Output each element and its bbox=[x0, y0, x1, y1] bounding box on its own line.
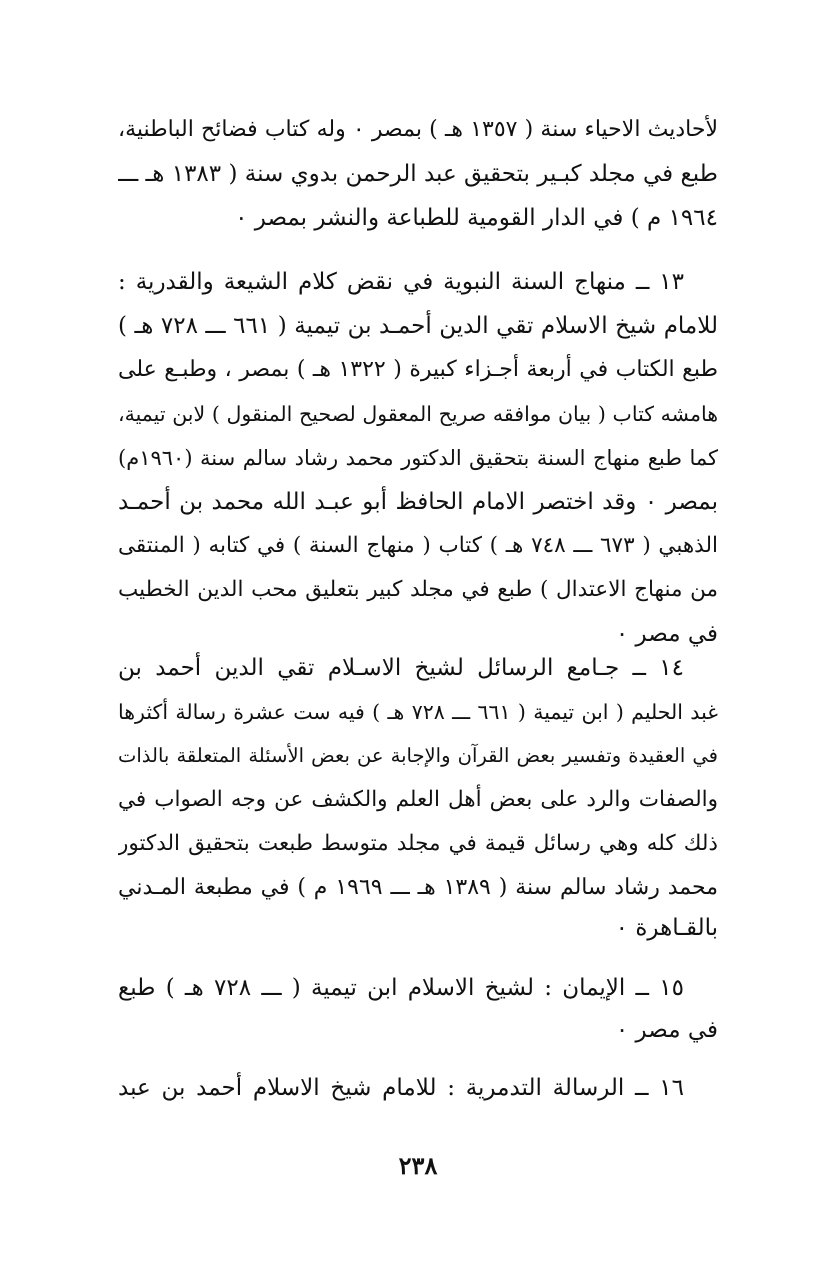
text-line: في مصر ٠ bbox=[615, 1017, 718, 1043]
item-14-heading-line: ١٤ ــ جـامع الرسائل لشيخ الاسـلام تقي الدين أحمد بن bbox=[118, 655, 684, 681]
item-16-heading-line: ١٦ ــ الرسالة التدمرية : للامام شيخ الاسلام أحمد بن عبد bbox=[118, 1075, 684, 1101]
text-line: غبد الحليم ( ابن تيمية ( ٦٦١ ـــ ٧٢٨ هـ ) فيه ست عشرة رسالة أكثرها bbox=[118, 700, 718, 724]
text-line: بمصر ٠ وقد اختصر الامام الحافظ أبو عبـد الله محمد بن أحمـد bbox=[118, 489, 718, 515]
item-13-heading-line: ١٣ ــ منهاج السنة النبوية في نقض كلام الشيعة والقدرية : bbox=[118, 269, 684, 295]
text-line: في مصر ٠ bbox=[615, 621, 718, 647]
text-line: ١٩٦٤ م ) في الدار القومية للطباعة والنشر بمصر ٠ bbox=[235, 205, 718, 231]
text-line: طبع الكتاب في أربعة أجـزاء كبيرة ( ١٣٢٢ هـ ) بمصر ، وطبـع على bbox=[118, 357, 718, 382]
text-line: والصفات والرد على بعض أهل العلم والكشف عن وجه الصواب في bbox=[118, 787, 718, 812]
text-line: في العقيدة وتفسير بعض القرآن والإجابة عن بعض الأسئلة المتعلقة بالذات bbox=[118, 744, 718, 767]
text-line: ذلك كله وهي رسائل قيمة في مجلد متوسط طبعت بتحقيق الدكتور bbox=[118, 831, 718, 856]
text-line: هامشه كتاب ( بيان موافقه صريح المعقول لصحيح المنقول ) لابن تيمية، bbox=[118, 402, 718, 426]
item-15-heading-line: ١٥ ــ الإيمان : لشيخ الاسلام ابن تيمية ( ـــ ٧٢٨ هـ ) طبع bbox=[118, 975, 684, 1001]
text-line: محمد رشاد سالم سنة ( ١٣٨٩ هـ ـــ ١٩٦٩ م ) في مطبعة المـدني bbox=[118, 875, 718, 900]
text-line: طبع في مجلد كبـير بتحقيق عبد الرحمن بدوي سنة ( ١٣٨٣ هـ ـــ bbox=[118, 161, 718, 187]
text-line: كما طبع منهاج السنة بتحقيق الدكتور محمد رشاد سالم سنة (١٩٦٠م) bbox=[118, 446, 718, 470]
text-line: من منهاج الاعتدال ) طبع في مجلد كبير بتعليق محب الدين الخطيب bbox=[118, 577, 718, 602]
text-line: لأحاديث الاحياء سنة ( ١٣٥٧ هـ ) بمصر ٠ وله كتاب فضائح الباطنية، bbox=[118, 117, 718, 142]
page-number: ٢٣٨ bbox=[398, 1151, 438, 1180]
text-line: للامام شيخ الاسلام تقي الدين أحمـد بن تيمية ( ٦٦١ ـــ ٧٢٨ هـ ) bbox=[118, 313, 718, 339]
text-line: بالقـاهرة ٠ bbox=[615, 915, 718, 941]
text-line: الذهبي ( ٦٧٣ ـــ ٧٤٨ هـ ) كتاب ( منهاج السنة ) في كتابه ( المنتقى bbox=[118, 533, 718, 558]
